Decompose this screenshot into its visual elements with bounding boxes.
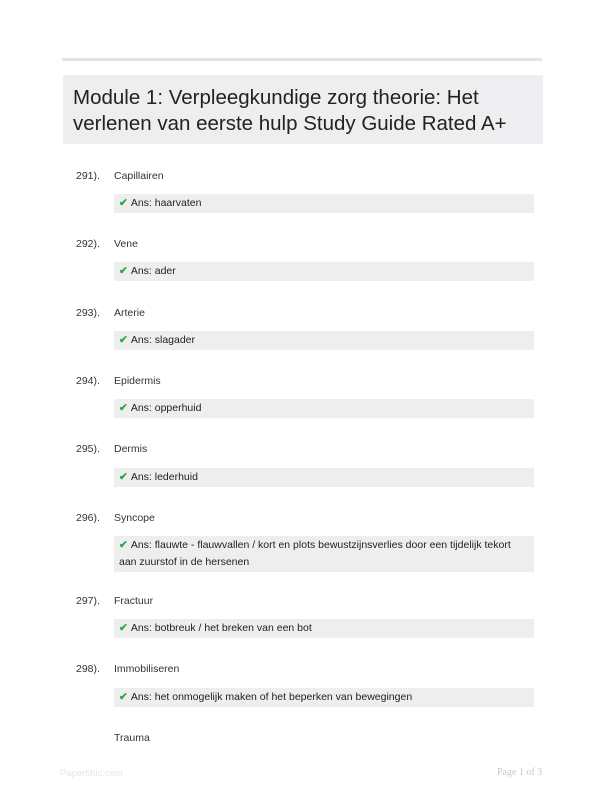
- question-number: 296).: [76, 512, 100, 524]
- answer-text: Ans: botbreuk / het breken van een bot: [130, 622, 312, 634]
- answer-text: Ans: haarvaten: [130, 197, 202, 209]
- answer-box: [114, 468, 534, 487]
- answer-box: [114, 688, 534, 707]
- question-text: Dermis: [114, 443, 148, 455]
- answer-text: Ans: flauwte - flauwvallen / kort en plots bewustzijnsverlies door een tijdelijk tekort aan zuurstof in de hersenen: [119, 539, 511, 568]
- watermark: Paperfiftic.com: [60, 768, 123, 779]
- question-text: Fractuur: [114, 595, 154, 607]
- check-icon: ✔: [119, 402, 128, 414]
- answer-text: Ans: lederhuid: [130, 471, 198, 483]
- question-number: 295).: [76, 443, 100, 455]
- page-title: Module 1: Verpleegkundige zorg theorie: Het verlenen van eerste hulp Study Guide Rated A+: [73, 86, 507, 135]
- answer-text: Ans: ader: [130, 265, 176, 277]
- check-icon: ✔: [119, 539, 128, 551]
- question-text: Epidermis: [114, 375, 161, 387]
- check-icon: ✔: [119, 691, 128, 703]
- answer-text: Ans: het onmogelijk maken of het beperken van bewegingen: [130, 691, 413, 703]
- question-number: 298).: [76, 663, 100, 675]
- question-text: Syncope: [114, 512, 155, 524]
- answer-box: [114, 536, 534, 572]
- question-number: 293).: [76, 307, 100, 319]
- question-text: Capillairen: [114, 170, 164, 182]
- question-text: Trauma: [114, 732, 150, 744]
- title-box: [63, 75, 543, 144]
- question-text: Arterie: [114, 307, 145, 319]
- question-number: 294).: [76, 375, 100, 387]
- answer-box: [114, 331, 534, 350]
- question-number: 292).: [76, 238, 100, 250]
- check-icon: ✔: [119, 197, 128, 209]
- answer-box: [114, 262, 534, 281]
- top-divider: [62, 58, 542, 61]
- page-number: Page 1 of 3: [497, 767, 543, 778]
- answer-box: [114, 399, 534, 418]
- question-text: Vene: [114, 238, 138, 250]
- answer-box: [114, 194, 534, 213]
- answer-text: Ans: opperhuid: [130, 402, 202, 414]
- check-icon: ✔: [119, 334, 128, 346]
- question-text: Immobiliseren: [114, 663, 180, 675]
- check-icon: ✔: [119, 471, 128, 483]
- answer-box: [114, 619, 534, 638]
- check-icon: ✔: [119, 622, 128, 634]
- question-number: 291).: [76, 170, 100, 182]
- check-icon: ✔: [119, 265, 128, 277]
- answer-text: Ans: slagader: [130, 334, 196, 346]
- question-number: 297).: [76, 595, 100, 607]
